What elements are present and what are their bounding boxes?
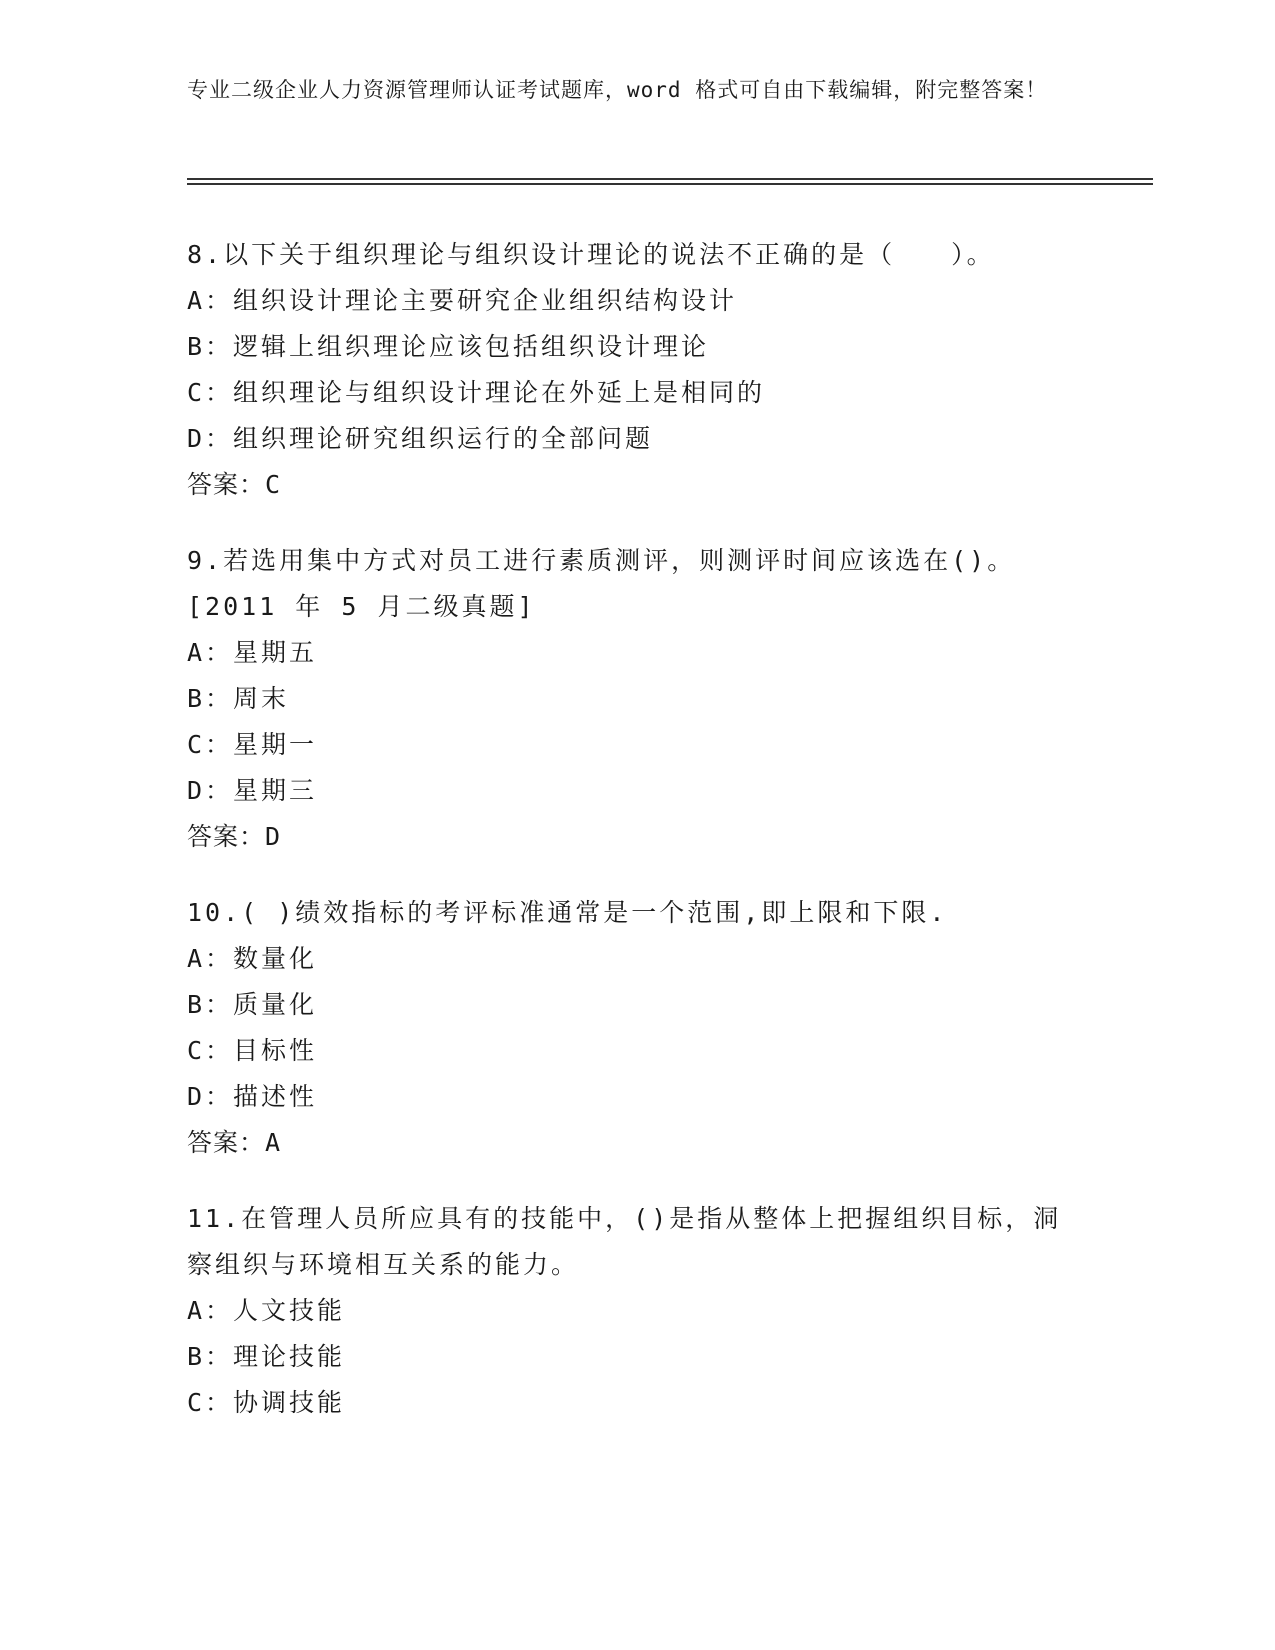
option-c: C：组织理论与组织设计理论在外延上是相同的 (187, 378, 766, 407)
option-d: D：星期三 (187, 776, 318, 805)
option-d: D：描述性 (187, 1082, 318, 1111)
option-d: D：组织理论研究组织运行的全部问题 (187, 424, 654, 453)
option-c: C：星期一 (187, 730, 318, 759)
option-a: A：数量化 (187, 944, 318, 973)
option-b: B：周末 (187, 684, 290, 713)
question-stem: 9.若选用集中方式对员工进行素质测评，则测评时间应该选在()。 (187, 546, 1016, 575)
option-b: B：质量化 (187, 990, 318, 1019)
document-header: 专业二级企业人力资源管理师认证考试题库，word 格式可自由下载编辑，附完整答案！ (187, 78, 1048, 102)
option-a: A：组织设计理论主要研究企业组织结构设计 (187, 286, 738, 315)
question-8 (187, 232, 1087, 508)
option-b: B：逻辑上组织理论应该包括组织设计理论 (187, 332, 710, 361)
answer: 答案：C (187, 470, 282, 499)
header-rule-top (187, 178, 1153, 180)
option-a: A：人文技能 (187, 1296, 346, 1325)
question-9 (187, 538, 1087, 860)
question-11 (187, 1196, 1087, 1426)
question-list (187, 232, 1087, 1456)
option-c: C：目标性 (187, 1036, 318, 1065)
answer: 答案：A (187, 1128, 282, 1157)
question-stem: 8.以下关于组织理论与组织设计理论的说法不正确的是（ ）。 (187, 240, 995, 269)
option-a: A：星期五 (187, 638, 318, 667)
question-stem-source: [2011 年 5 月二级真题] (187, 592, 536, 621)
question-stem: 10.( )绩效指标的考评标准通常是一个范围,即上限和下限. (187, 898, 948, 927)
option-c: C：协调技能 (187, 1388, 346, 1417)
header-rule-bottom (187, 183, 1153, 185)
answer: 答案：D (187, 822, 282, 851)
option-b: B：理论技能 (187, 1342, 346, 1371)
question-10 (187, 890, 1087, 1166)
question-stem-continued: 察组织与环境相互关系的能力。 (187, 1250, 580, 1279)
question-stem: 11.在管理人员所应具有的技能中，()是指从整体上把握组织目标，洞 (187, 1204, 1062, 1233)
